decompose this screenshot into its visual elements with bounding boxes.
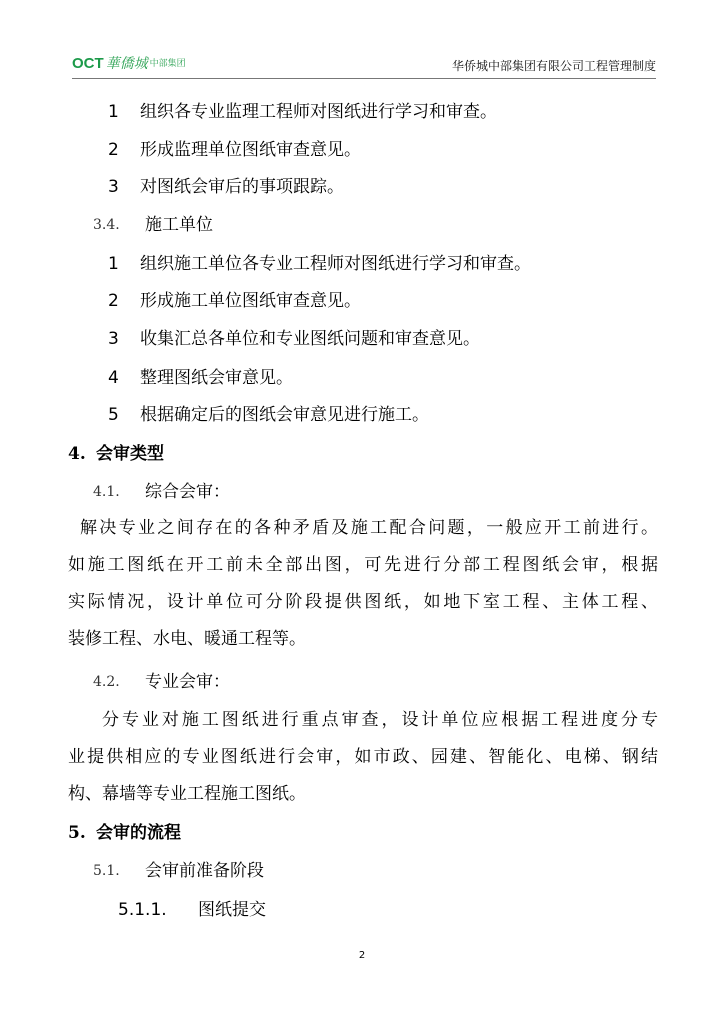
paragraph-line: 业提供相应的专业图纸进行会审，如市政、园建、智能化、电梯、钢结 [68,747,658,767]
list-item-number: 5 [108,405,119,425]
list-item-text: 组织各专业监理工程师对图纸进行学习和审查。 [140,102,497,122]
chapter-number: 4. [68,444,86,464]
subsection-number: 5.1.1. [118,900,167,920]
section-number: 4.1. [93,484,120,500]
logo-oct-text: OCT [72,55,104,72]
section-heading: 施工单位 [145,215,213,235]
paragraph-line: 实际情况，设计单位可分阶段提供图纸，如地下室工程、主体工程、 [68,592,658,612]
list-item-text: 形成施工单位图纸审查意见。 [140,291,361,311]
header-divider [72,78,656,79]
chapter-heading: 会审类型 [96,444,164,464]
page-header [72,54,656,76]
paragraph-line: 如施工图纸在开工前未全部出图，可先进行分部工程图纸会审，根据 [68,555,658,575]
list-item-number: 3 [108,329,119,349]
section-heading: 会审前准备阶段 [145,861,264,881]
list-item-number: 3 [108,177,119,197]
list-item-text: 收集汇总各单位和专业图纸问题和审查意见。 [140,329,480,349]
list-item-number: 2 [108,291,119,311]
section-heading: 综合会审： [145,482,230,502]
list-item-text: 根据确定后的图纸会审意见进行施工。 [140,405,429,425]
list-item-text: 组织施工单位各专业工程师对图纸进行学习和审查。 [140,254,531,274]
list-item-number: 1 [108,102,119,122]
paragraph-line: 解决专业之间存在的各种矛盾及施工配合问题，一般应开工前进行。 [80,518,658,538]
paragraph-line: 分专业对施工图纸进行重点审查，设计单位应根据工程进度分专 [102,710,658,730]
section-heading: 专业会审： [145,672,230,692]
chapter-heading: 会审的流程 [96,823,181,843]
paragraph-line: 构、幕墙等专业工程施工图纸。 [68,784,306,804]
section-number: 5.1. [93,863,120,879]
page-number: 2 [358,950,366,961]
chapter-number: 5. [68,823,86,843]
subsection-heading: 图纸提交 [198,900,266,920]
list-item-number: 1 [108,254,119,274]
list-item-text: 整理图纸会审意见。 [140,368,293,388]
company-logo [72,54,186,74]
logo-sub-text: 中部集团 [149,59,186,69]
paragraph-comprehensive-review [68,510,658,658]
list-item-text: 形成监理单位图纸审查意见。 [140,140,361,160]
list-item-number: 4 [108,368,119,388]
header-title: 华侨城中部集团有限公司工程管理制度 [451,59,656,73]
list-item-text: 对图纸会审后的事项跟踪。 [140,177,344,197]
section-number: 3.4. [93,217,120,233]
paragraph-specialty-review [68,702,658,813]
list-item-number: 2 [108,140,119,160]
section-number: 4.2. [93,674,120,690]
paragraph-line: 装修工程、水电、暖通工程等。 [68,629,306,649]
logo-script-text: 華僑城 [105,56,148,72]
